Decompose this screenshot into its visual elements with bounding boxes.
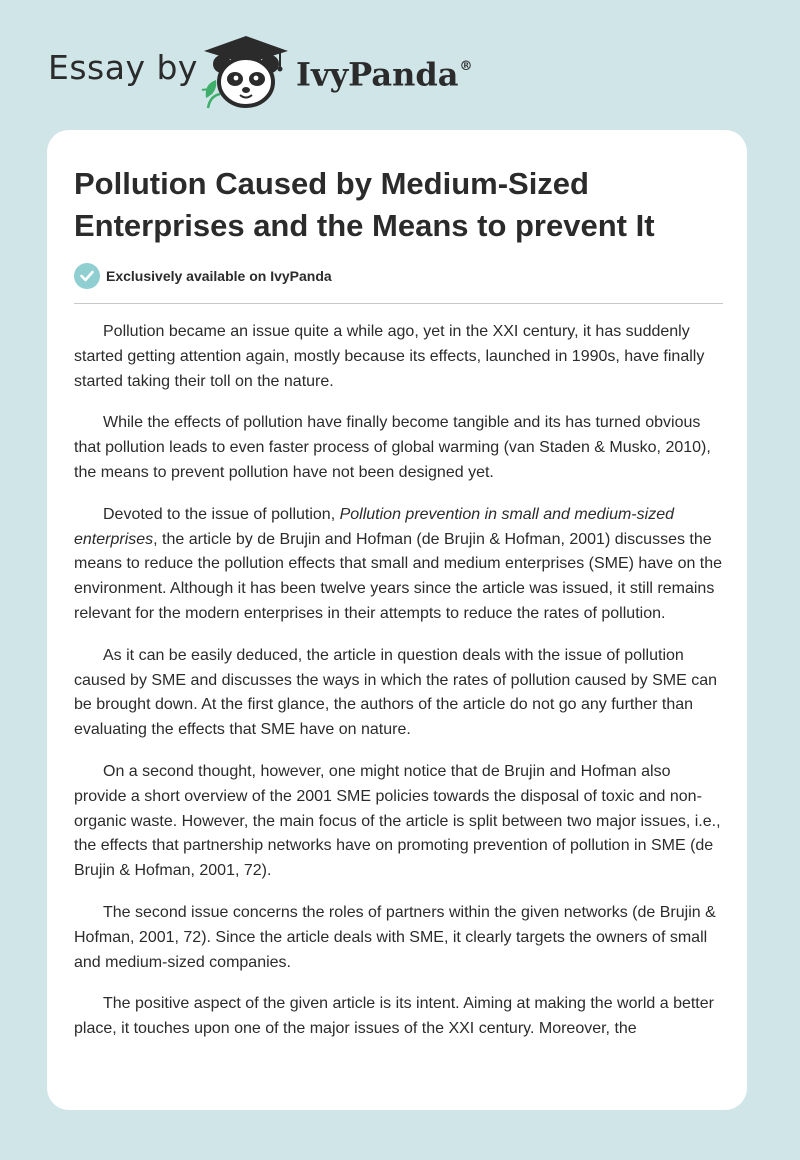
essay-title: Pollution Caused by Medium-Sized Enterprises and the Means to prevent It — [74, 166, 655, 243]
paragraph-7: The positive aspect of the given article is its intent. Aiming at making the world a better place, it touches upon one of the major issues of the XXI century. Moreover, the — [74, 995, 714, 1038]
paragraph-6: The second issue concerns the roles of partners within the given networks (de Brujin & Hofman, 2001, 72). Since the article deals with SME, it clearly targets the owners of small and medium-sized companies. — [74, 903, 716, 971]
paragraph-1: Pollution became an issue quite a while ago, yet in the XXI century, it has suddenly started getting attention again, mostly because its effects, launched in 1990s, have finally started taking their toll on the nature. — [74, 323, 705, 390]
registered-mark: ® — [459, 59, 473, 74]
essay-body — [74, 320, 724, 1059]
paragraph-5: On a second thought, however, one might notice that de Brujin and Hofman also provide a short overview of the 2001 SME policies towards the disposal of toxic and non-organic waste. However, the main focus of the article is split between two major issues, i.e., the effects that partnership networks have on promoting prevention of pollution in SME (de Brujin & Hofman, 2001, 72). — [74, 762, 721, 880]
brand-name-text: IvyPanda — [296, 55, 459, 94]
paragraph-3-intro: Devoted to the issue of pollution, — [103, 505, 340, 523]
paragraph-3 — [74, 503, 724, 627]
brand-prefix: Essay by — [48, 48, 198, 87]
brand-name[interactable] — [296, 51, 472, 95]
paragraph-4: As it can be easily deduced, the article in question deals with the issue of pollution caused by SME and discusses the ways in which the rates of pollution caused by SME can be brought down. At the first glance, the authors of the article do not go any further than evaluating the effects that SME have on nature. — [74, 646, 718, 739]
exclusive-label: Exclusively available on IvyPanda — [106, 268, 332, 284]
essay-card — [47, 130, 747, 1110]
paragraph-3-rest: , the article by de Brujin and Hofman (de Brujin & Hofman, 2001) discusses the means to reduce the pollution effects that small and medium enterprises (SME) have on the environment. Although it has been twelve years since the article was issued, it still remains relevant for the modern enterprises in their attempts to reduce the rates of pollution. — [74, 530, 723, 622]
paragraph-2: While the effects of pollution have finally become tangible and its has turned obvious that pollution leads to even faster process of global warming (van Staden & Musko, 2010), the means to prevent pollution have not been designed yet. — [74, 414, 711, 481]
cited-article-title: Pollution prevention in small and medium-sized enterprises — [74, 505, 674, 548]
site-header — [0, 0, 800, 130]
divider — [74, 303, 723, 304]
check-circle-icon — [74, 263, 100, 289]
panda-logo-icon[interactable] — [200, 34, 292, 110]
exclusive-badge — [74, 263, 332, 289]
